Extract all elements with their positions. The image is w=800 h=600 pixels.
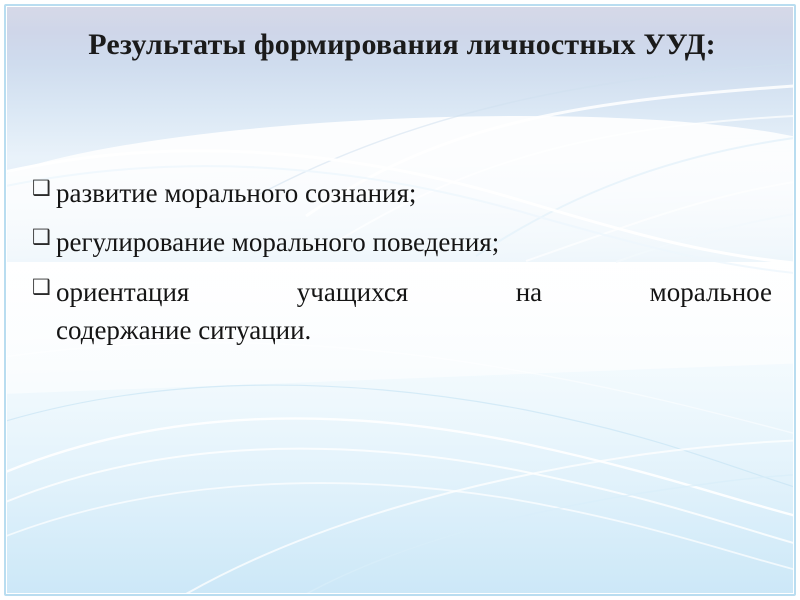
list-item <box>32 223 772 261</box>
bullet-marker-icon: ❑ <box>32 176 51 200</box>
list-item-text: регулирование морального поведения; <box>56 227 500 258</box>
list-item-text-line-2: содержание ситуации. <box>56 314 312 345</box>
bullet-marker-icon: ❑ <box>32 274 51 299</box>
list-item-text <box>56 273 772 350</box>
bullet-list <box>32 174 772 360</box>
bullet-marker-icon: ❑ <box>32 225 51 250</box>
list-item <box>32 273 772 350</box>
list-item-text: развитие морального сознания; <box>56 178 417 208</box>
slide-content <box>6 6 794 594</box>
list-item-text-line-1: ориентация учащихся на моральное <box>56 276 772 307</box>
page-title: Результаты формирования личностных УУД: <box>88 28 716 61</box>
list-item <box>32 174 772 212</box>
